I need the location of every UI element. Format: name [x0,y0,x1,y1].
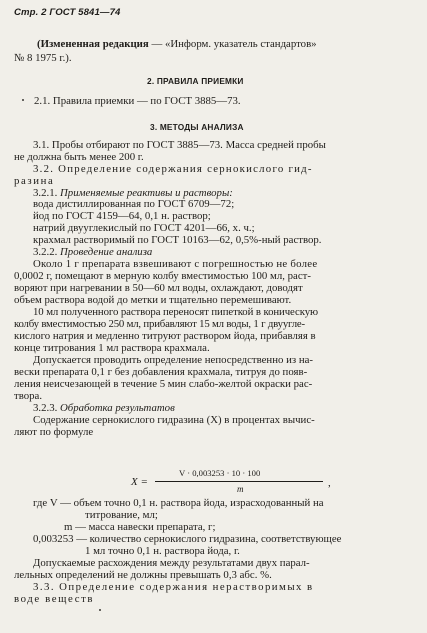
calc-line-2: ляют по формуле [14,426,94,438]
legend-coefficient-line1: 0,003253 — количество сернокислого гидразина, соответствующее [33,533,342,545]
direct-line-3: ления неисчезающей в течение 5 мин слабо-желтой окраски рас- [14,378,313,390]
section-3-title: 3. МЕТОДЫ АНАЛИЗА [150,122,244,132]
fraction-bar [155,481,323,482]
amendment-note-text: — «Информ. указатель стандартов» [148,38,317,50]
amendment-note-line2: № 8 1975 г.). [14,52,72,64]
paragraph-3-1-line1: 3.1. Пробы отбирают по ГОСТ 3885—73. Масса средней пробы [33,139,326,151]
legend-m: m — масса навески препарата, г; [64,521,216,533]
paragraph-2-1: 2.1. Правила приемки — по ГОСТ 3885—73. [34,95,241,107]
paragraph-3-3-line2: воде веществ [14,593,95,605]
tolerance-line-1: Допускаемые расхождения между результатами двух парал- [33,557,310,569]
calc-line-1: Содержание сернокислого гидразина (X) в процентах вычис- [33,414,315,426]
formula [131,466,336,498]
direct-line-1: Допускается проводить определение непосредственно из на- [33,354,313,366]
tolerance-line-2: лельных определений не должны превышать 0,3 абс. %. [14,569,272,581]
paragraph-3-2-line1: 3.2. Определение содержания сернокислого гид- [33,163,313,175]
paragraph-3-2-line2: разина [14,175,55,187]
legend-v-line1: где V — объем точно 0,1 н. раствора йода, израсходованный на [33,497,324,509]
analysis-line-4: объем раствора водой до метки и тщательно перемешивают. [14,294,292,306]
analysis-line-5: 10 мл полученного раствора переносят пипеткой в коническую [33,306,318,318]
analysis-line-6: колбу вместимостью 250 мл, прибавляют 15 мл воды, 1 г двууглe- [14,318,305,330]
subsection-3-2-2-title: Проведение анализа [60,246,153,258]
analysis-line-2: 0,0002 г, помещают в мерную колбу вместимостью 100 мл, раст- [14,270,311,282]
subsection-3-2-1-title: Применяемые реактивы и растворы: [60,187,233,199]
formula-numerator: V · 0,003253 · 10 · 100 [179,468,261,478]
analysis-line-3: воряют при нагревании в 50—60 мл воды, охлаждают, доводят [14,282,303,294]
subsection-3-2-2-number: 3.2.2. [33,246,58,258]
reagent-starch: крахмал растворимый по ГОСТ 10163—62, 0,5%-ный раствор. [33,234,322,246]
analysis-line-7: кислого натрия и медленно титруют раствором йода, прибавляя в [14,330,316,342]
reagent-iodine: йод по ГОСТ 4159—64, 0,1 н. раствор; [33,210,211,222]
subsection-3-2-2 [33,246,152,258]
scan-speck [99,609,101,611]
amendment-note-bold: (Измененная редакция [37,38,149,50]
reagent-sodium-bicarbonate: натрий двууглекислый по ГОСТ 4201—66, х. ч.; [33,222,255,234]
amendment-note [37,38,317,50]
subsection-3-2-1-number: 3.2.1. [33,187,58,199]
paragraph-3-1-line2: не должна быть менее 200 г. [14,151,144,163]
paragraph-3-3-line1: 3.3. Определение содержания нерастворимых в [33,581,314,593]
subsection-3-2-3-number: 3.2.3. [33,402,58,414]
subsection-3-2-3 [33,402,175,414]
formula-lhs: X = [131,476,148,488]
section-2-title: 2. ПРАВИЛА ПРИЕМКИ [147,76,244,86]
direct-line-4: твора. [14,390,43,402]
legend-v-line2: титрование, мл; [85,509,158,521]
analysis-line-1: Около 1 г препарата взвешивают с погрешностью не более [33,258,318,270]
analysis-line-8: конце титрования 1 мл раствора крахмала. [14,342,210,354]
reagent-water: вода дистиллированная по ГОСТ 6709—72; [33,198,235,210]
page-header: Стр. 2 ГОСТ 5841—74 [14,7,121,18]
formula-comma: , [328,477,331,489]
direct-line-2: вески препарата 0,1 г без добавления крахмала, титруя до появ- [14,366,308,378]
subsection-3-2-3-title: Обработка результатов [60,402,175,414]
legend-coefficient-line2: 1 мл точно 0,1 н. раствора йода, г. [85,545,240,557]
scan-speck [22,99,24,101]
formula-denominator: m [237,484,244,494]
